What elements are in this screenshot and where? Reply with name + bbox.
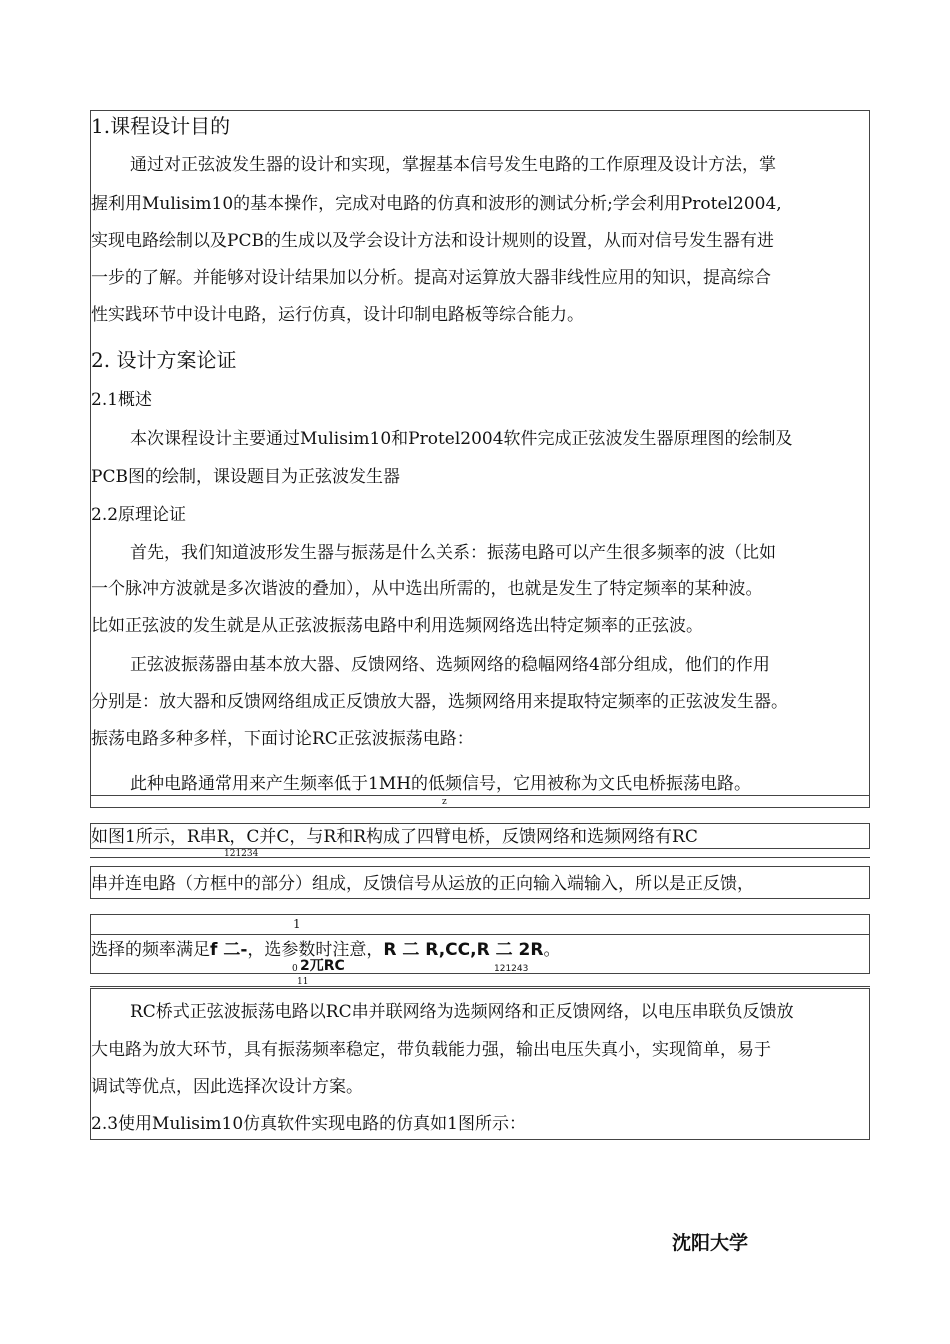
section-2-1-line-1: 本次课程设计主要通过Mulisim10和Protel2004软件完成正弦波发生器原理图的绘制及 [130,429,793,449]
formula-frequency: f 二- [210,940,248,960]
section-2-2-p1-line-3: 比如正弦波的发生就是从正弦波振荡电路中利用选频网络选出特定频率的正弦波。 [91,616,703,636]
formula-line [91,940,560,960]
section-2-1-line-2: PCB图的绘制，课设题目为正弦波发生器 [91,467,400,487]
section-1-line-3: 实现电路绘制以及PCB的生成以及学会设计方法和设计规则的设置，从而对信号发生器有进 [91,231,774,251]
formula-bottom-subscripts: 11 [297,977,309,987]
section-2-1-title: 2.1概述 [91,390,153,410]
section-1-line-4: 一步的了解。并能够对设计结果加以分析。提高对运算放大器非线性应用的知识，提高综合 [91,268,771,288]
formula-text-end: 。 [543,940,561,960]
design-choice-line-1: RC桥式正弦波振荡电路以RC串并联网络为选频网络和正反馈网络，以电压串联负反馈放 [130,1002,794,1022]
section-2-3-line: 2.3使用Mulisim10仿真软件实现电路的仿真如1图所示： [91,1114,526,1134]
subscript-row-1 [90,795,870,808]
section-1-line-5: 性实践环节中设计电路，运行仿真，设计印制电路板等综合能力。 [91,305,584,325]
section-1-title: 1.课程设计目的 [91,114,231,138]
figure-1-line: 如图1所示，R串R，C并C，与R和R构成了四臂电桥，反馈网络和选频网络有RC [91,827,698,847]
formula-denominator: 2兀RC [300,958,345,974]
design-choice-line-2: 大电路为放大环节，具有振荡频率稳定，带负载能力强，输出电压失真小，实现简单，易于 [91,1040,771,1060]
formula-sub-0: 0 [292,964,298,974]
section-2-2-p2-line-2: 分别是：放大器和反馈网络组成正反馈放大器，选频网络用来提取特定频率的正弦波发生器。 [91,692,788,712]
section-2-2-p1-line-2: 一个脉冲方波就是多次谐波的叠加），从中选出所需的，也就是发生了特定频率的某种波。 [91,579,763,599]
formula-top-row [90,914,870,935]
formula-parameters: R 二 R,CC,R 二 2R [383,940,544,960]
formula-bottom-row [90,973,870,987]
subscript-row-2 [90,848,870,858]
section-2-title: 2. 设计方案论证 [91,348,237,372]
subscript-121234: 121234 [224,849,259,859]
design-choice-line-3: 调试等优点，因此选择次设计方案。 [91,1077,363,1097]
section-2-2-p2-line-3: 振荡电路多种多样，下面讨论RC正弦波振荡电路： [91,729,474,749]
section-2-2-p2-line-1: 正弦波振荡器由基本放大器、反馈网络、选频网络的稳幅网络4部分组成，他们的作用 [130,655,770,675]
formula-text-b: ，选参数时注意， [247,940,384,960]
footer-university-name: 沈阳大学 [672,1232,749,1254]
section-1-line-2: 握利用Mulisim10的基本操作，完成对电路的仿真和波形的测试分析;学会利用Protel2004, [91,194,782,214]
subscript-z: z [442,797,447,807]
formula-text-a: 选择的频率满足 [91,940,210,960]
feedback-line: 串并连电路（方框中的部分）组成，反馈信号从运放的正向输入端输入，所以是正反馈， [91,874,754,894]
section-2-2-title: 2.2原理论证 [91,505,187,525]
section-2-2-last-line: 此种电路通常用来产生频率低于1MH的低频信号，它用被称为文氏电桥振荡电路。 [130,774,752,794]
formula-top-numerator: 1 [293,917,301,931]
formula-sub-121243: 121243 [494,964,529,974]
section-1-line-1: 通过对正弦波发生器的设计和实现，掌握基本信号发生电路的工作原理及设计方法，掌 [130,155,776,175]
section-2-2-p1-line-1: 首先，我们知道波形发生器与振荡是什么关系：振荡电路可以产生很多频率的波（比如 [130,543,776,563]
